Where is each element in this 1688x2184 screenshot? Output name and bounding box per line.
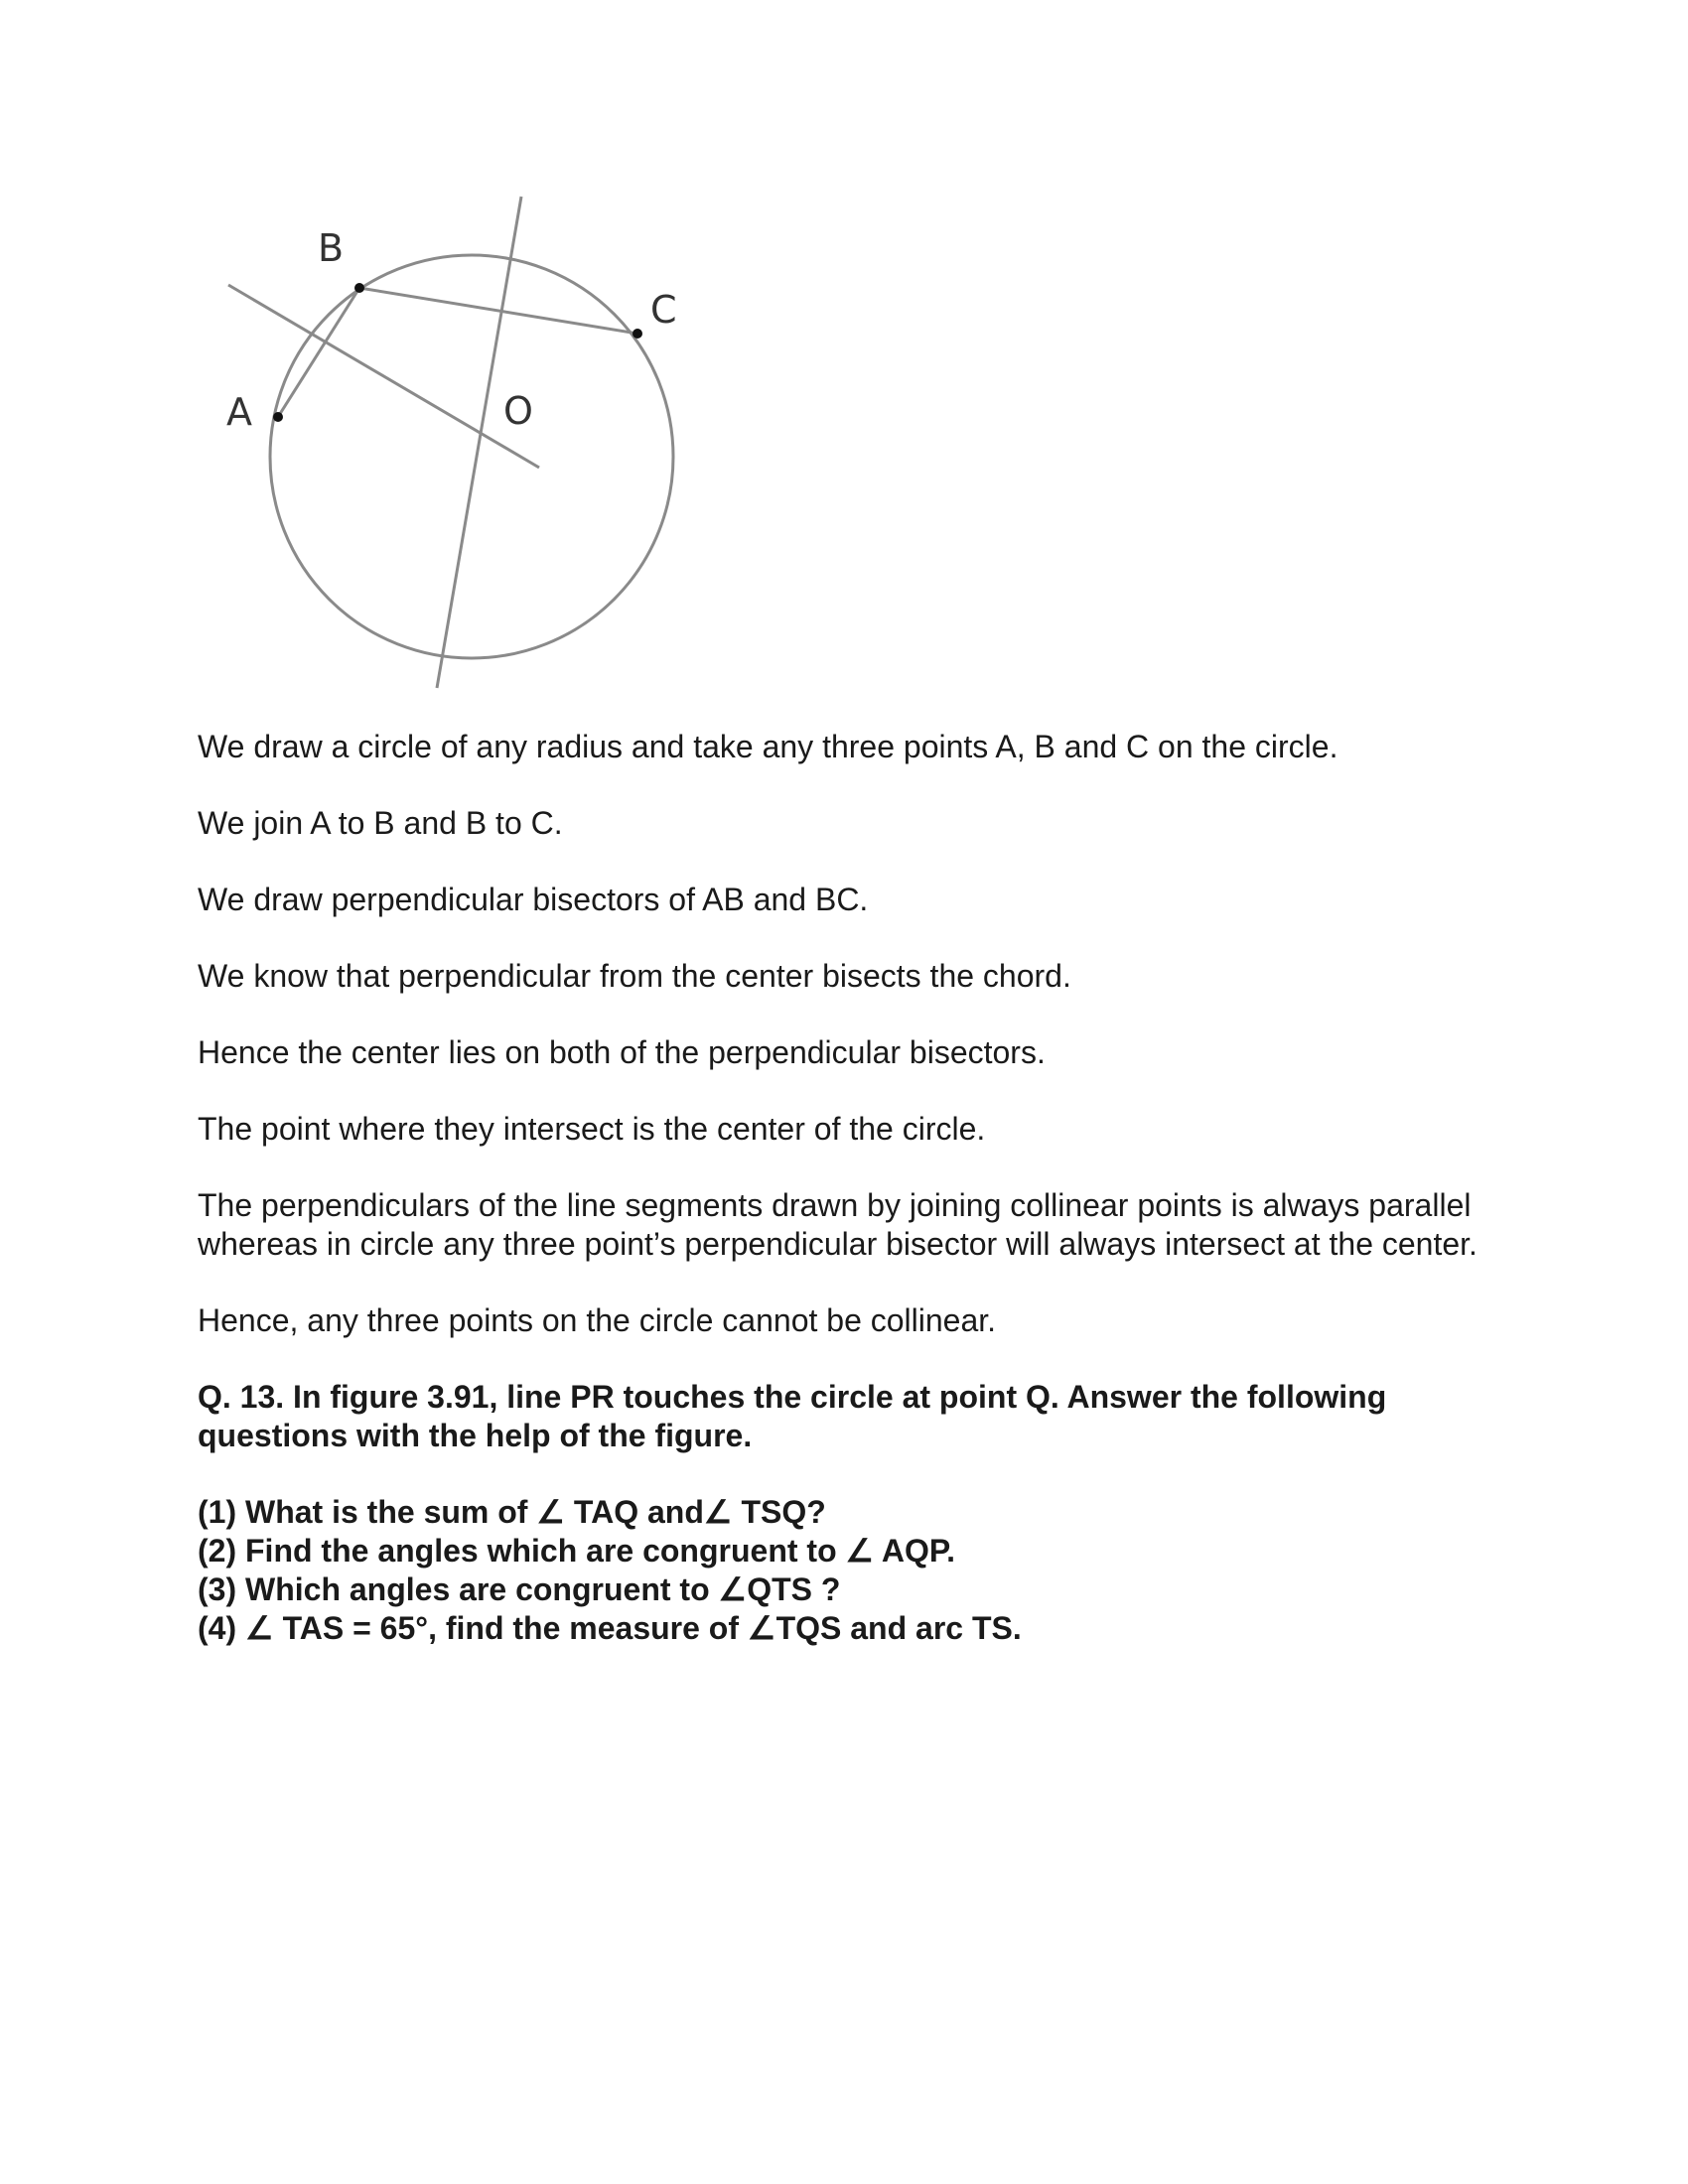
paragraph: The point where they intersect is the center of the circle. (198, 1111, 986, 1147)
label-b: B (318, 226, 345, 270)
perpendicular-bisector-bc (437, 197, 521, 688)
question-item: (3) Which angles are congruent to ∠QTS ? (198, 1571, 841, 1607)
label-o: O (503, 389, 533, 433)
question-item: (1) What is the sum of ∠ TAQ and∠ TSQ? (198, 1494, 826, 1530)
point-a (273, 412, 283, 422)
paragraph: We draw perpendicular bisectors of AB and BC. (198, 882, 869, 917)
paragraph: We draw a circle of any radius and take any three points A, B and C on the circle. (198, 729, 1338, 764)
circle-figure (199, 189, 715, 705)
paragraph: We join A to B and B to C. (198, 805, 563, 841)
paragraph: Hence the center lies on both of the perpendicular bisectors. (198, 1034, 1046, 1070)
label-c: C (650, 288, 677, 332)
point-c (633, 329, 642, 339)
chord-ab (278, 288, 359, 417)
label-a: A (226, 390, 252, 434)
question-heading: Q. 13. In figure 3.91, line PR touches the circle at point Q. Answer the following questions with the help of the figure. (198, 1379, 1387, 1453)
document-body (198, 728, 1518, 1648)
circle (270, 255, 673, 658)
perpendicular-bisector-ab (228, 285, 539, 468)
question-item: (4) ∠ TAS = 65°, find the measure of ∠TQS and arc TS. (198, 1610, 1022, 1646)
paragraph: We know that perpendicular from the center bisects the chord. (198, 958, 1071, 994)
question-item: (2) Find the angles which are congruent to ∠ AQP. (198, 1533, 955, 1569)
paragraph: Hence, any three points on the circle cannot be collinear. (198, 1302, 997, 1338)
paragraph: The perpendiculars of the line segments drawn by joining collinear points is always parallel whereas in circle any three point’s perpendicular bisector will always intersect at the center. (198, 1187, 1477, 1262)
point-b (354, 283, 364, 293)
